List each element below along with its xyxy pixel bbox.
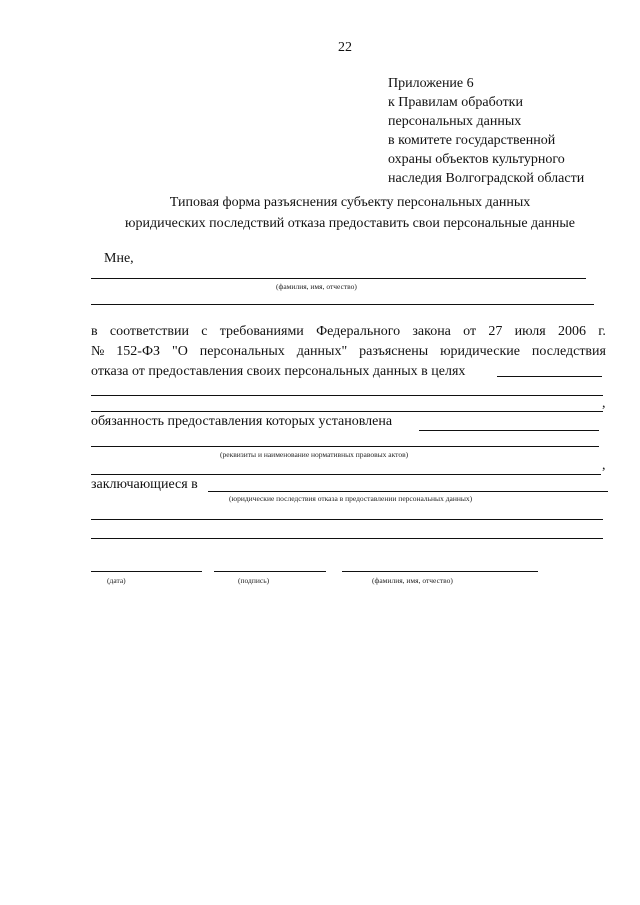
- word: закона: [412, 324, 451, 339]
- word: соответствии: [109, 324, 189, 339]
- word: №: [91, 344, 105, 359]
- appendix-line: к Правилам обработки: [388, 95, 523, 110]
- appendix-line: персональных данных: [388, 114, 522, 129]
- word: г.: [598, 324, 606, 339]
- word: юридические: [440, 344, 520, 359]
- consequences-line-end[interactable]: [91, 538, 603, 539]
- fio-line-continued[interactable]: [91, 304, 594, 305]
- form-title-line: Типовая форма разъяснения субъекту персональных данных: [169, 195, 531, 210]
- word: данных": [296, 344, 348, 359]
- fio-line[interactable]: [91, 278, 586, 279]
- word: последствия: [531, 344, 606, 359]
- form-title: [0, 192, 640, 234]
- signature-line[interactable]: [214, 571, 326, 572]
- consequences-line-continued[interactable]: [91, 519, 603, 520]
- consequences-line[interactable]: [208, 491, 608, 492]
- purpose-line-continued[interactable]: [91, 395, 603, 396]
- word: разъяснены: [359, 344, 429, 359]
- appendix-line: Приложение 6: [388, 76, 474, 91]
- date-line[interactable]: [91, 571, 202, 572]
- form-title-line: юридических последствий отказа предоставить свои персональные данные: [125, 216, 575, 231]
- appendix-line: в комитете государственной: [388, 133, 556, 148]
- word: с: [201, 324, 208, 339]
- word: требованиями: [219, 324, 304, 339]
- purpose-line[interactable]: [497, 376, 602, 377]
- acts-caption: (реквизиты и наименование нормативных правовых актов): [220, 450, 409, 459]
- paragraph: [91, 322, 606, 382]
- word: июля: [514, 324, 546, 339]
- obligation-line-continued[interactable]: [91, 446, 599, 447]
- signature-fio-caption: (фамилия, имя, отчество): [372, 576, 453, 585]
- paragraph-line-2: [91, 342, 606, 362]
- paragraph-line-1: [91, 322, 606, 342]
- word: 2006: [557, 324, 586, 339]
- obligation-label: обязанность предоставления которых установлена: [91, 414, 393, 429]
- word: в: [91, 324, 98, 339]
- comma: ,: [602, 458, 606, 473]
- signature-fio-line[interactable]: [342, 571, 538, 572]
- purpose-line-end[interactable]: [91, 411, 603, 412]
- word: 152-ФЗ: [116, 344, 161, 359]
- consequences-caption: (юридические последствия отказа в предоставлении персональных данных): [229, 494, 473, 503]
- obligation-line[interactable]: [419, 430, 599, 431]
- word: "О: [171, 344, 188, 359]
- comma: ,: [602, 396, 606, 411]
- paragraph-line-3: [91, 362, 606, 382]
- appendix-line: охраны объектов культурного: [388, 152, 565, 167]
- word: Федерального: [316, 324, 401, 339]
- appendix-block: [388, 74, 584, 188]
- paragraph-text: отказа от предоставления своих персональных данных в целях: [91, 364, 466, 379]
- word: от: [463, 324, 477, 339]
- appendix-line: наследия Волгоградской области: [388, 171, 585, 186]
- page-number: 22: [338, 40, 352, 55]
- acts-line[interactable]: [91, 474, 601, 475]
- to-me-label: Мне,: [104, 251, 134, 266]
- word: 27: [488, 324, 503, 339]
- fio-caption: (фамилия, имя, отчество): [276, 282, 357, 291]
- signature-caption: (подпись): [238, 576, 270, 585]
- consisting-label: заключающиеся в: [91, 477, 198, 492]
- word: персональных: [199, 344, 285, 359]
- date-caption: (дата): [107, 576, 126, 585]
